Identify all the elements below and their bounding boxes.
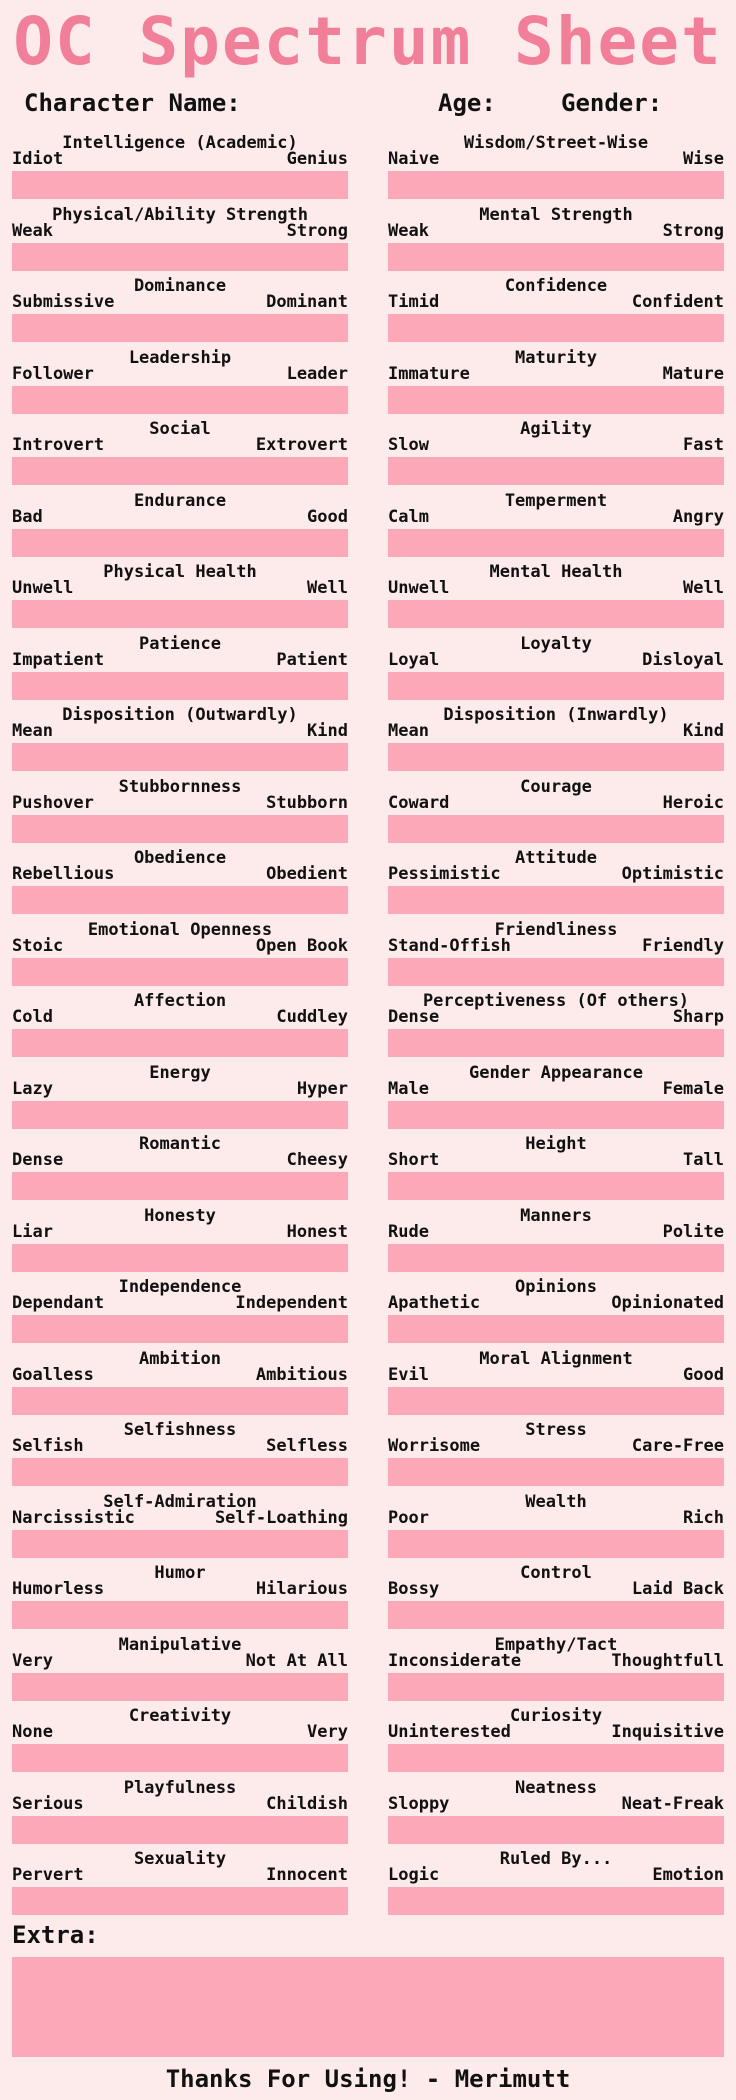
spectrum-bar[interactable] bbox=[388, 386, 724, 414]
spectrum-item bbox=[388, 1485, 724, 1557]
spectrum-high-label: Care-Free bbox=[631, 1436, 724, 1456]
spectrum-category: Social bbox=[149, 419, 211, 439]
spectrum-high-label: Laid Back bbox=[631, 1579, 724, 1599]
gender-label: Gender: bbox=[561, 89, 663, 117]
spectrum-low-label: Goalless bbox=[12, 1364, 94, 1385]
spectrum-high-label: Selfless bbox=[266, 1436, 348, 1456]
spectrum-low-label: Logic bbox=[388, 1865, 440, 1885]
spectrum-item bbox=[12, 412, 348, 484]
spectrum-low-label: Apathetic bbox=[388, 1293, 481, 1313]
spectrum-low-label: Coward bbox=[388, 792, 450, 813]
spectrum-bar[interactable] bbox=[12, 1887, 348, 1915]
spectrum-low-label: Submissive bbox=[12, 292, 115, 312]
spectrum-item bbox=[12, 198, 348, 270]
spectrum-high-label: Heroic bbox=[662, 792, 724, 813]
spectrum-item bbox=[388, 1413, 724, 1485]
spectrum-item bbox=[12, 1485, 348, 1557]
spectrum-category: Temperment bbox=[504, 490, 608, 511]
spectrum-high-label: Innocent bbox=[266, 1865, 348, 1885]
spectrum-bar[interactable] bbox=[388, 1387, 724, 1415]
spectrum-bar[interactable] bbox=[12, 457, 348, 485]
spectrum-item bbox=[12, 555, 348, 627]
spectrum-category: Sexuality bbox=[133, 1849, 227, 1869]
spectrum-high-label: Kind bbox=[683, 721, 724, 741]
spectrum-bar[interactable] bbox=[388, 1744, 724, 1772]
spectrum-low-label: Short bbox=[388, 1150, 440, 1170]
spectrum-item bbox=[388, 1127, 724, 1199]
age-label: Age: bbox=[438, 89, 496, 117]
spectrum-item bbox=[12, 627, 348, 699]
spectrum-bar[interactable] bbox=[388, 457, 724, 485]
spectrum-category: Opinions bbox=[515, 1277, 597, 1297]
spectrum-bar[interactable] bbox=[388, 1601, 724, 1629]
spectrum-category: Wisdom/Street-Wise bbox=[463, 133, 649, 153]
spectrum-category: Perceptiveness (Of others) bbox=[422, 991, 690, 1011]
spectrum-category: Patience bbox=[139, 633, 221, 654]
spectrum-high-label: Tall bbox=[683, 1150, 724, 1170]
spectrum-high-label: Open Book bbox=[255, 935, 348, 956]
spectrum-low-label: Bossy bbox=[388, 1579, 440, 1599]
spectrum-high-label: Fast bbox=[683, 435, 724, 455]
spectrum-low-label: Introvert bbox=[12, 435, 105, 455]
spectrum-item bbox=[12, 1342, 348, 1414]
spectrum-item bbox=[12, 984, 348, 1056]
spectrum-bar[interactable] bbox=[12, 1244, 348, 1272]
spectrum-category: Intelligence (Academic) bbox=[62, 133, 298, 153]
spectrum-high-label: Stubborn bbox=[266, 792, 348, 813]
spectrum-bar[interactable] bbox=[12, 1816, 348, 1844]
spectrum-high-label: Kind bbox=[307, 721, 348, 741]
spectrum-category: Physical/Ability Strength bbox=[52, 204, 308, 225]
spectrum-low-label: Pessimistic bbox=[388, 864, 501, 884]
spectrum-item bbox=[388, 770, 724, 842]
spectrum-bar[interactable] bbox=[12, 958, 348, 986]
spectrum-high-label: Female bbox=[662, 1078, 724, 1099]
spectrum-item bbox=[12, 1628, 348, 1700]
spectrum-item bbox=[388, 627, 724, 699]
spectrum-item bbox=[12, 1127, 348, 1199]
spectrum-high-label: Optimistic bbox=[621, 864, 724, 884]
spectrum-item bbox=[12, 1270, 348, 1342]
spectrum-low-label: Timid bbox=[388, 292, 440, 312]
spectrum-bar[interactable] bbox=[388, 243, 724, 271]
spectrum-high-label: Inquisitive bbox=[611, 1722, 724, 1742]
spectrum-category: Height bbox=[525, 1134, 587, 1154]
spectrum-item bbox=[388, 198, 724, 270]
spectrum-item bbox=[12, 341, 348, 413]
spectrum-item bbox=[388, 412, 724, 484]
spectrum-high-label: Thoughtfull bbox=[611, 1650, 724, 1671]
spectrum-low-label: Calm bbox=[388, 506, 429, 527]
spectrum-low-label: None bbox=[12, 1722, 53, 1742]
spectrum-low-label: Male bbox=[388, 1078, 429, 1099]
spectrum-category: Obedience bbox=[133, 848, 227, 868]
spectrum-category: Dominance bbox=[133, 276, 227, 296]
spectrum-bar[interactable] bbox=[12, 1673, 348, 1701]
spectrum-bar[interactable] bbox=[12, 1744, 348, 1772]
spectrum-high-label: Angry bbox=[672, 506, 724, 527]
spectrum-high-label: Independent bbox=[235, 1293, 348, 1313]
spectrum-item bbox=[388, 269, 724, 341]
spectrum-bar[interactable] bbox=[12, 886, 348, 914]
spectrum-item bbox=[388, 841, 724, 913]
spectrum-high-label: Extrovert bbox=[255, 435, 348, 455]
character-name-label: Character Name: bbox=[24, 89, 241, 117]
spectrum-item bbox=[12, 1556, 348, 1628]
spectrum-high-label: Confident bbox=[631, 292, 724, 312]
spectrum-high-label: Wise bbox=[683, 149, 724, 169]
page-title: OC Spectrum Sheet bbox=[13, 3, 723, 80]
spectrum-category: Attitude bbox=[515, 848, 597, 868]
spectrum-low-label: Stoic bbox=[12, 935, 64, 956]
spectrum-low-label: Narcissistic bbox=[12, 1507, 135, 1528]
spectrum-low-label: Pervert bbox=[12, 1865, 84, 1885]
spectrum-category: Manners bbox=[520, 1205, 592, 1226]
spectrum-item bbox=[12, 698, 348, 770]
spectrum-low-label: Naive bbox=[388, 149, 440, 169]
spectrum-bar[interactable] bbox=[388, 1673, 724, 1701]
spectrum-category: Self-Admiration bbox=[103, 1491, 257, 1512]
spectrum-low-label: Evil bbox=[388, 1364, 429, 1385]
spectrum-high-label: Opinionated bbox=[611, 1293, 724, 1313]
spectrum-high-label: Genius bbox=[286, 149, 348, 169]
spectrum-category: Curiosity bbox=[509, 1706, 603, 1726]
spectrum-low-label: Serious bbox=[12, 1793, 84, 1814]
spectrum-low-label: Liar bbox=[12, 1221, 53, 1242]
spectrum-bar[interactable] bbox=[388, 1244, 724, 1272]
spectrum-high-label: Neat-Freak bbox=[621, 1793, 724, 1814]
spectrum-high-label: Emotion bbox=[652, 1865, 724, 1885]
spectrum-category: Creativity bbox=[128, 1706, 232, 1726]
spectrum-low-label: Mean bbox=[388, 721, 429, 741]
spectrum-high-label: Good bbox=[307, 506, 348, 527]
spectrum-bar[interactable] bbox=[12, 529, 348, 557]
spectrum-low-label: Dependant bbox=[12, 1293, 105, 1313]
spectrum-category: Endurance bbox=[133, 490, 227, 511]
spectrum-category: Stress bbox=[525, 1420, 587, 1440]
spectrum-item bbox=[388, 1628, 724, 1700]
spectrum-high-label: Dominant bbox=[266, 292, 348, 312]
spectrum-low-label: Inconsiderate bbox=[388, 1650, 522, 1671]
spectrum-high-label: Hyper bbox=[296, 1078, 348, 1099]
spectrum-item bbox=[388, 1199, 724, 1271]
spectrum-high-label: Disloyal bbox=[642, 649, 724, 670]
spectrum-bar[interactable] bbox=[388, 958, 724, 986]
spectrum-low-label: Uninterested bbox=[388, 1722, 511, 1742]
spectrum-high-label: Friendly bbox=[642, 935, 724, 956]
spectrum-item bbox=[388, 984, 724, 1056]
spectrum-item bbox=[12, 269, 348, 341]
spectrum-category: Physical Health bbox=[103, 562, 257, 582]
spectrum-high-label: Well bbox=[683, 578, 724, 598]
spectrum-low-label: Pushover bbox=[12, 792, 94, 813]
spectrum-category: Ambition bbox=[139, 1348, 221, 1369]
spectrum-category: Loyalty bbox=[520, 633, 592, 654]
spectrum-item bbox=[12, 484, 348, 556]
spectrum-bar[interactable] bbox=[388, 1887, 724, 1915]
spectrum-bar[interactable] bbox=[12, 600, 348, 628]
spectrum-bar[interactable] bbox=[12, 1530, 348, 1558]
spectrum-category: Disposition (Inwardly) bbox=[443, 705, 669, 725]
spectrum-low-label: Slow bbox=[388, 435, 429, 455]
spectrum-low-label: Poor bbox=[388, 1507, 429, 1528]
spectrum-category: Ruled By... bbox=[499, 1849, 613, 1869]
spectrum-bar[interactable] bbox=[12, 1315, 348, 1343]
spectrum-high-label: Polite bbox=[662, 1221, 724, 1242]
spectrum-low-label: Cold bbox=[12, 1007, 53, 1027]
spectrum-low-label: Stand-Offish bbox=[388, 935, 511, 956]
spectrum-bar[interactable] bbox=[12, 815, 348, 843]
spectrum-item bbox=[12, 1056, 348, 1128]
spectrum-category: Honesty bbox=[144, 1205, 216, 1226]
spectrum-category: Independence bbox=[118, 1277, 242, 1297]
spectrum-category: Energy bbox=[149, 1062, 211, 1083]
spectrum-item bbox=[388, 126, 724, 198]
spectrum-bar[interactable] bbox=[12, 1387, 348, 1415]
extra-field[interactable] bbox=[12, 1957, 724, 2057]
spectrum-category: Neatness bbox=[515, 1777, 597, 1798]
spectrum-bar[interactable] bbox=[388, 314, 724, 342]
spectrum-low-label: Worrisome bbox=[388, 1436, 481, 1456]
spectrum-item bbox=[12, 1699, 348, 1771]
spectrum-high-label: Ambitious bbox=[255, 1364, 348, 1385]
spectrum-bar[interactable] bbox=[12, 1458, 348, 1486]
spectrum-low-label: Immature bbox=[388, 363, 470, 384]
spectrum-item bbox=[388, 341, 724, 413]
spectrum-high-label: Mature bbox=[662, 363, 724, 384]
spectrum-bar[interactable] bbox=[12, 243, 348, 271]
spectrum-item bbox=[388, 1699, 724, 1771]
spectrum-low-label: Dense bbox=[12, 1150, 64, 1170]
spectrum-bar[interactable] bbox=[388, 672, 724, 700]
spectrum-category: Stubbornness bbox=[118, 776, 242, 797]
spectrum-bar[interactable] bbox=[12, 743, 348, 771]
spectrum-low-label: Humorless bbox=[12, 1579, 105, 1599]
spectrum-high-label: Strong bbox=[286, 220, 348, 241]
spectrum-item bbox=[388, 1556, 724, 1628]
spectrum-item bbox=[388, 1056, 724, 1128]
spectrum-bar[interactable] bbox=[388, 1530, 724, 1558]
footer-credit: Thanks For Using! - Merimutt bbox=[165, 2065, 571, 2093]
spectrum-item bbox=[388, 1842, 724, 1914]
spectrum-bar[interactable] bbox=[388, 1816, 724, 1844]
spectrum-high-label: Sharp bbox=[672, 1007, 724, 1027]
spectrum-category: Disposition (Outwardly) bbox=[62, 705, 298, 725]
spectrum-item bbox=[12, 770, 348, 842]
spectrum-bar[interactable] bbox=[12, 1029, 348, 1057]
spectrum-bar[interactable] bbox=[388, 1101, 724, 1129]
spectrum-bar[interactable] bbox=[388, 1029, 724, 1057]
spectrum-item bbox=[12, 841, 348, 913]
spectrum-low-label: Idiot bbox=[12, 149, 64, 169]
spectrum-category: Courage bbox=[520, 776, 592, 797]
spectrum-bar[interactable] bbox=[12, 386, 348, 414]
spectrum-low-label: Selfish bbox=[12, 1436, 84, 1456]
spectrum-low-label: Impatient bbox=[12, 649, 105, 670]
spectrum-item bbox=[12, 1771, 348, 1843]
spectrum-item bbox=[388, 698, 724, 770]
spectrum-high-label: Not At All bbox=[245, 1650, 348, 1671]
spectrum-low-label: Very bbox=[12, 1650, 53, 1671]
spectrum-high-label: Cuddley bbox=[276, 1007, 348, 1027]
spectrum-bar[interactable] bbox=[12, 314, 348, 342]
spectrum-category: Confidence bbox=[504, 276, 608, 296]
spectrum-high-label: Leader bbox=[286, 363, 348, 384]
spectrum-high-label: Hilarious bbox=[255, 1579, 348, 1599]
spectrum-low-label: Sloppy bbox=[388, 1793, 450, 1814]
spectrum-high-label: Very bbox=[307, 1722, 348, 1742]
spectrum-category: Playfulness bbox=[123, 1777, 237, 1798]
spectrum-item bbox=[388, 1771, 724, 1843]
spectrum-low-label: Mean bbox=[12, 721, 53, 741]
spectrum-bar[interactable] bbox=[388, 1458, 724, 1486]
spectrum-high-label: Obedient bbox=[266, 864, 348, 884]
spectrum-bar[interactable] bbox=[388, 743, 724, 771]
spectrum-high-label: Patient bbox=[276, 649, 348, 670]
extra-label: Extra: bbox=[12, 1921, 99, 1949]
spectrum-category: Gender Appearance bbox=[469, 1062, 643, 1083]
spectrum-low-label: Loyal bbox=[388, 649, 440, 670]
spectrum-item bbox=[12, 1199, 348, 1271]
spectrum-category: Friendliness bbox=[494, 919, 618, 940]
spectrum-item bbox=[388, 484, 724, 556]
spectrum-category: Control bbox=[520, 1563, 592, 1583]
spectrum-category: Affection bbox=[133, 991, 227, 1011]
spectrum-low-label: Lazy bbox=[12, 1078, 53, 1099]
spectrum-item bbox=[12, 1842, 348, 1914]
spectrum-category: Mental Strength bbox=[479, 204, 633, 225]
spectrum-high-label: Rich bbox=[683, 1507, 724, 1528]
left-column bbox=[12, 126, 348, 1914]
spectrum-category: Romantic bbox=[139, 1134, 221, 1154]
spectrum-item bbox=[388, 1342, 724, 1414]
spectrum-low-label: Bad bbox=[12, 506, 43, 527]
spectrum-bar[interactable] bbox=[12, 1101, 348, 1129]
spectrum-low-label: Weak bbox=[12, 220, 53, 241]
spectrum-category: Maturity bbox=[515, 347, 597, 368]
spectrum-bar[interactable] bbox=[388, 815, 724, 843]
spectrum-bar[interactable] bbox=[12, 171, 348, 199]
spectrum-low-label: Rude bbox=[388, 1221, 429, 1242]
spectrum-category: Leadership bbox=[128, 347, 232, 368]
spectrum-item bbox=[12, 913, 348, 985]
spectrum-bar[interactable] bbox=[388, 529, 724, 557]
spectrum-low-label: Dense bbox=[388, 1007, 440, 1027]
spectrum-high-label: Good bbox=[683, 1364, 724, 1385]
spectrum-category: Manipulative bbox=[118, 1634, 242, 1655]
spectrum-high-label: Childish bbox=[266, 1793, 348, 1814]
spectrum-high-label: Strong bbox=[662, 220, 724, 241]
right-column bbox=[388, 126, 724, 1914]
spectrum-low-label: Follower bbox=[12, 363, 94, 384]
spectrum-category: Emotional Openness bbox=[87, 919, 273, 940]
spectrum-bar[interactable] bbox=[12, 1172, 348, 1200]
spectrum-category: Wealth bbox=[525, 1491, 587, 1512]
spectrum-item bbox=[388, 555, 724, 627]
spectrum-bar[interactable] bbox=[388, 886, 724, 914]
spectrum-high-label: Cheesy bbox=[286, 1150, 348, 1170]
spectrum-bar[interactable] bbox=[388, 600, 724, 628]
spectrum-low-label: Rebellious bbox=[12, 864, 115, 884]
spectrum-low-label: Weak bbox=[388, 220, 429, 241]
spectrum-low-label: Unwell bbox=[12, 578, 74, 598]
spectrum-item bbox=[12, 1413, 348, 1485]
spectrum-bar[interactable] bbox=[12, 1601, 348, 1629]
spectrum-high-label: Well bbox=[307, 578, 348, 598]
spectrum-high-label: Self-Loathing bbox=[214, 1507, 348, 1528]
spectrum-category: Selfishness bbox=[123, 1420, 237, 1440]
spectrum-low-label: Unwell bbox=[388, 578, 450, 598]
spectrum-item bbox=[388, 913, 724, 985]
spectrum-item bbox=[12, 126, 348, 198]
spectrum-bar[interactable] bbox=[12, 672, 348, 700]
spectrum-category: Agility bbox=[520, 419, 592, 439]
spectrum-bar[interactable] bbox=[388, 1315, 724, 1343]
spectrum-high-label: Honest bbox=[286, 1221, 348, 1242]
spectrum-category: Mental Health bbox=[489, 562, 623, 582]
spectrum-item bbox=[388, 1270, 724, 1342]
spectrum-category: Empathy/Tact bbox=[494, 1634, 618, 1655]
spectrum-bar[interactable] bbox=[388, 171, 724, 199]
spectrum-bar[interactable] bbox=[388, 1172, 724, 1200]
spectrum-category: Moral Alignment bbox=[479, 1348, 633, 1369]
spectrum-category: Humor bbox=[154, 1563, 206, 1583]
